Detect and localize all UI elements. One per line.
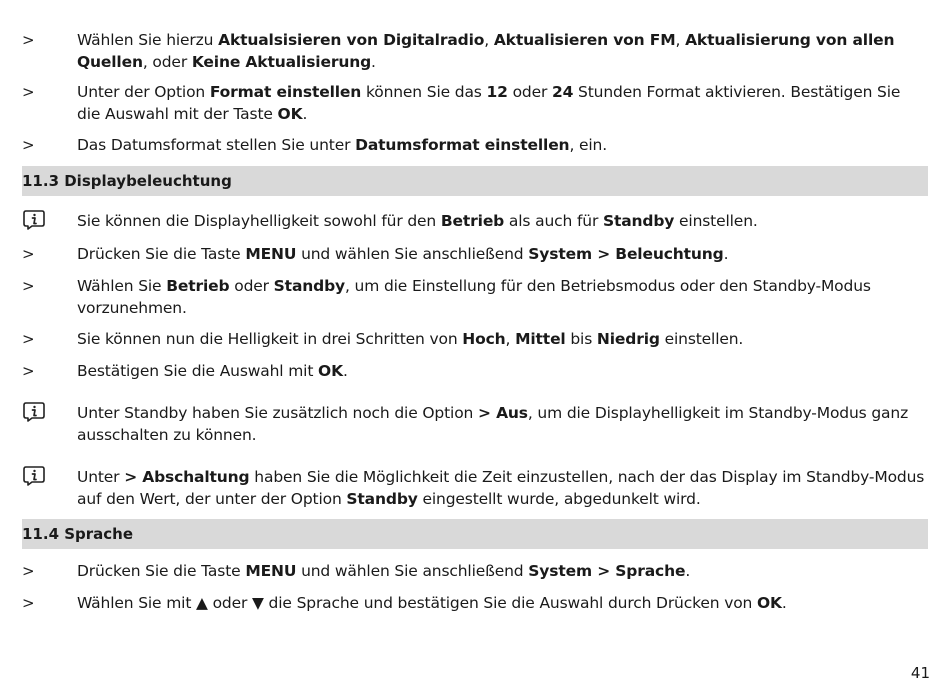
list-item-text: Unter der Option Format einstellen können Sie das 12 oder 24 Stunden Format aktivieren. Bestätigen Sie die Auswahl mit der Taste OK.	[77, 83, 901, 123]
info-note-text: Unter > Abschaltung haben Sie die Möglichkeit die Zeit einzustellen, nach der das Display im Standby-Modus auf den Wert, der unter der Option Standby eingestellt wurde, abgedunkelt wird.	[77, 468, 925, 508]
section-header-11-4: 11.4 Sprache	[22, 519, 928, 549]
list-item-text: Wählen Sie mit ▲ oder ▼ die Sprache und bestätigen Sie die Auswahl durch Drücken von OK.	[77, 594, 787, 612]
section-header-11-3: 11.3 Displaybeleuchtung	[22, 166, 928, 196]
bullet-marker: >	[22, 562, 35, 580]
list-item-text: Wählen Sie Betrieb oder Standby, um die Einstellung für den Betriebsmodus oder den Standby-Modus vorzunehmen.	[77, 277, 871, 317]
list-item-text: Das Datumsformat stellen Sie unter Datumsformat einstellen, ein.	[77, 136, 608, 154]
bullet-marker: >	[22, 31, 35, 49]
page-number: 41	[910, 664, 930, 682]
list-item-text: Sie können nun die Helligkeit in drei Schritten von Hoch, Mittel bis Niedrig einstellen.	[77, 330, 744, 348]
arrow-down-icon: ▼	[252, 594, 264, 612]
info-note-text: Unter Standby haben Sie zusätzlich noch die Option > Aus, um die Displayhelligkeit im Standby-Modus ganz ausschalten zu können.	[77, 404, 909, 444]
list-item-text: Bestätigen Sie die Auswahl mit OK.	[77, 362, 348, 380]
info-icon	[22, 208, 46, 232]
arrow-up-icon: ▲	[196, 594, 208, 612]
bullet-marker: >	[22, 330, 35, 348]
list-item-text: Drücken Sie die Taste MENU und wählen Sie anschließend System > Sprache.	[77, 562, 691, 580]
info-icon	[22, 400, 46, 424]
info-icon	[22, 464, 46, 488]
list-item-text: Drücken Sie die Taste MENU und wählen Sie anschließend System > Beleuchtung.	[77, 245, 729, 263]
info-note-text: Sie können die Displayhelligkeit sowohl für den Betrieb als auch für Standby einstellen.	[77, 212, 758, 230]
bullet-marker: >	[22, 362, 35, 380]
list-item-text: Wählen Sie hierzu Aktualsisieren von Digitalradio, Aktualisieren von FM, Aktualisierung von allen Quellen, oder Keine Aktualisierung.	[77, 31, 895, 71]
bullet-marker: >	[22, 594, 35, 612]
bullet-marker: >	[22, 136, 35, 154]
bullet-marker: >	[22, 245, 35, 263]
bullet-marker: >	[22, 277, 35, 295]
bullet-marker: >	[22, 83, 35, 101]
